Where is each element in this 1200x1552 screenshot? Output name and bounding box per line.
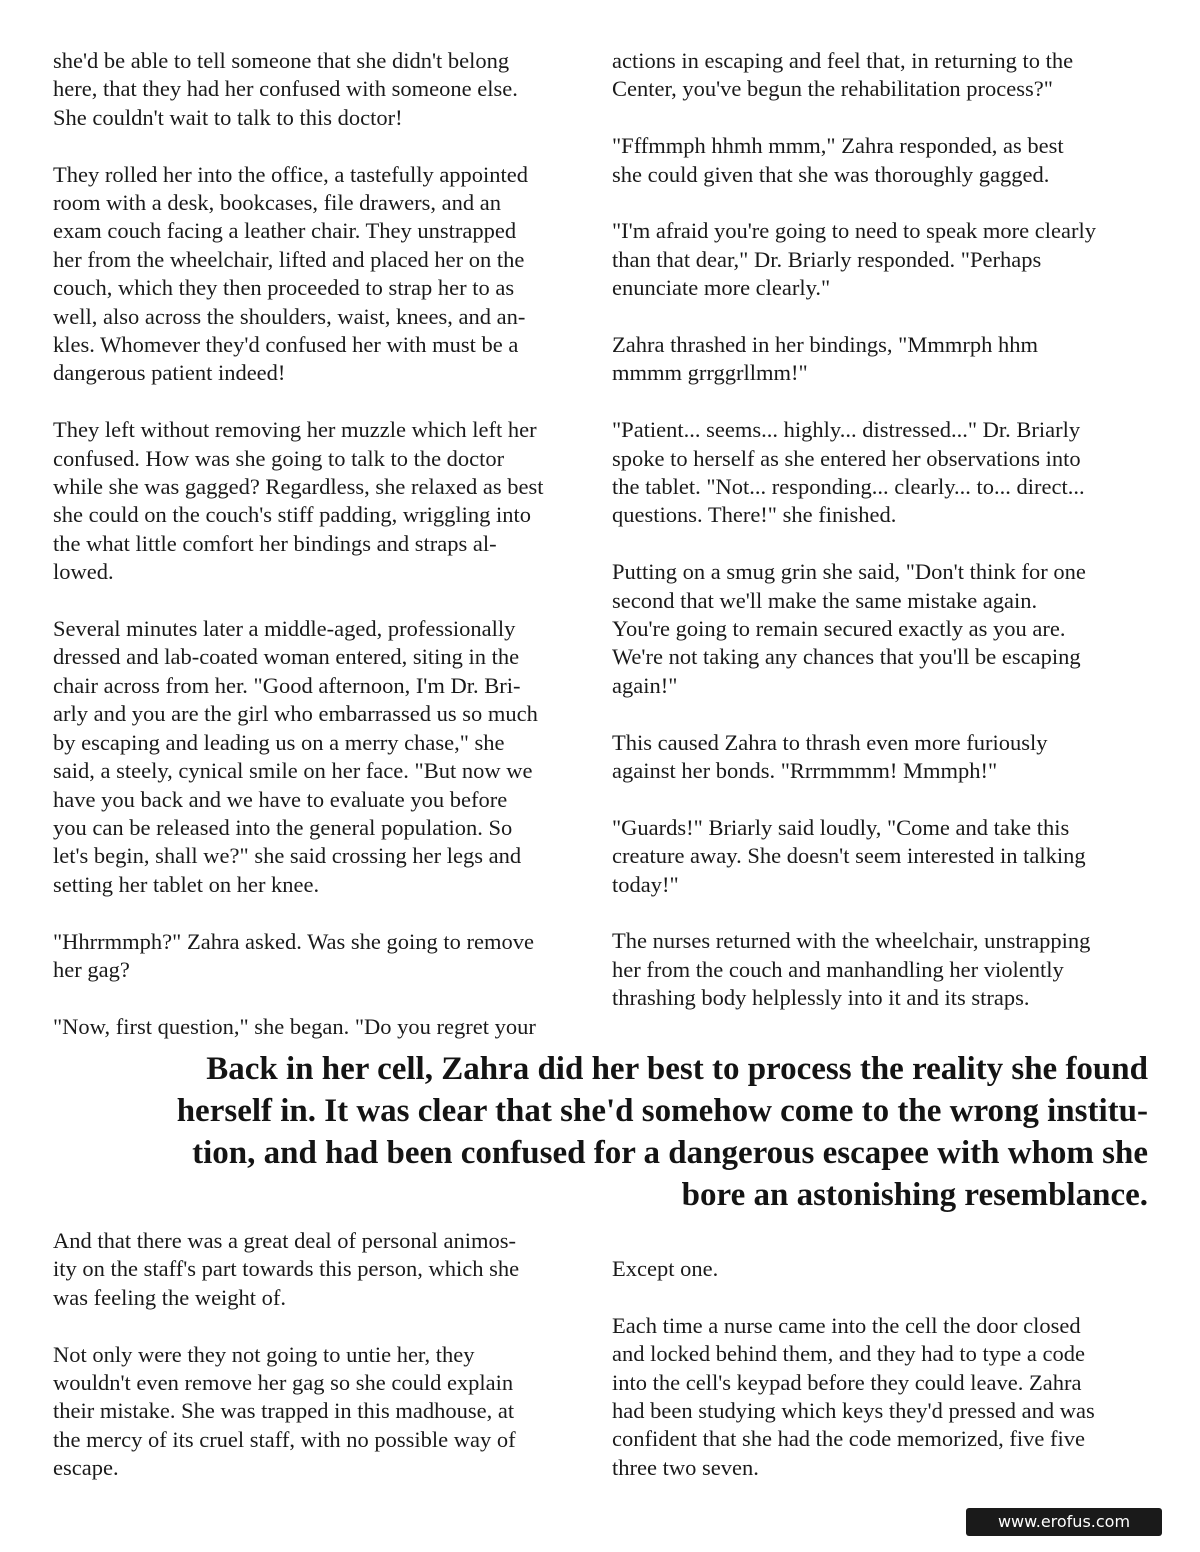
bottom-left-column (53, 1227, 593, 1511)
top-right-column (612, 47, 1152, 1041)
pull-quote: Back in her cell, Zahra did her best to process the reality she found herself in. It was clear that she'd somehow come to the wrong institu- tion, and had been confused for a dangerous escapee with whom she bore an astonishing resemblance. (176, 1051, 1148, 1213)
paragraph: They left without removing her muzzle which left her confused. How was she going to talk to the doctor while she was gagged? Regardless, she relaxed as best she could on the couch's stiff padding, wriggling into the what little comfort her bindings and straps al- lowed. (53, 417, 544, 585)
paragraph: "Hhrrmmph?" Zahra asked. Was she going to remove her gag? (53, 928, 535, 982)
paragraph: This caused Zahra to thrash even more furiously against her bonds. "Rrrmmmm! Mmmph!" (612, 729, 1048, 784)
paragraph: Each time a nurse came into the cell the door closed and locked behind them, and they had to type a code into the cell's keypad before they could leave. Zahra had been studying which keys they'd pressed and was confident that she had the code memorized, five five three two seven. (612, 1312, 1095, 1480)
paragraph: Not only were they not going to untie her, they wouldn't even remove her gag so she could explain their mistake. She was trapped in this madhouse, at the mercy of its cruel staff, with no possible way of escape. (53, 1341, 516, 1481)
paragraph: actions in escaping and feel that, in returning to the Center, you've begun the rehabilitation process?" (612, 48, 1074, 102)
bottom-right-column (612, 1255, 1152, 1511)
paragraph: They rolled her into the office, a tastefully appointed room with a desk, bookcases, file drawers, and an exam couch facing a leather chair. They unstrapped her from the wheelchair, lifted and placed her on the couch, which they then proceeded to strap her to as well, also across the shoulders, waist, knees, and an- kles. Whomever they'd confused her with must be a dangerous patient indeed! (53, 161, 529, 386)
watermark: www.erofus.com (966, 1508, 1162, 1536)
paragraph: "Now, first question," she began. "Do you regret your (53, 1013, 536, 1039)
paragraph: Putting on a smug grin she said, "Don't think for one second that we'll make the same mistake again. You're going to remain secured exactly as you are. We're not taking any chances that you'll be escaping again!" (612, 559, 1086, 698)
paragraph: Except one. (612, 1256, 719, 1281)
paragraph: "Patient... seems... highly... distressed..." Dr. Briarly spoke to herself as she entered her observations into the tablet. "Not... responding... clearly... to... direct... questions. There!" she finished. (612, 417, 1085, 528)
paragraph: "I'm afraid you're going to need to speak more clearly than that dear," Dr. Briarly responded. "Perhaps enunciate more clearly." (612, 218, 1096, 301)
paragraph: Zahra thrashed in her bindings, "Mmmrph hhm mmmm grrggrllmm!" (612, 332, 1038, 386)
paragraph: she'd be able to tell someone that she didn't belong here, that they had her confused with someone else. She couldn't wait to talk to this doctor! (53, 48, 518, 130)
paragraph: "Fffmmph hhmh mmm," Zahra responded, as best she could given that she was thoroughly gagged. (612, 133, 1064, 187)
top-left-column (53, 47, 593, 1070)
paragraph: Several minutes later a middle-aged, professionally dressed and lab-coated woman entered, siting in the chair across from her. "Good afternoon, I'm Dr. Bri- arly and you are the girl who embarrassed us so much by escaping and leading us on a merry chase," she said, a steely, cynical smile on her face. "But now we have you back and we have to evaluate you before you can be released into the general population. So let's begin, shall we?" she said crossing her legs and setting her tablet on her knee. (53, 616, 538, 897)
paragraph: And that there was a great deal of personal animos- ity on the staff's part towards this person, which she was feeling the weight of. (53, 1228, 520, 1310)
paragraph: The nurses returned with the wheelchair, unstrapping her from the couch and manhandling her violently thrashing body helplessly into it and its straps. (612, 928, 1091, 1011)
paragraph: "Guards!" Briarly said loudly, "Come and take this creature away. She doesn't seem interested in talking today!" (612, 814, 1086, 897)
